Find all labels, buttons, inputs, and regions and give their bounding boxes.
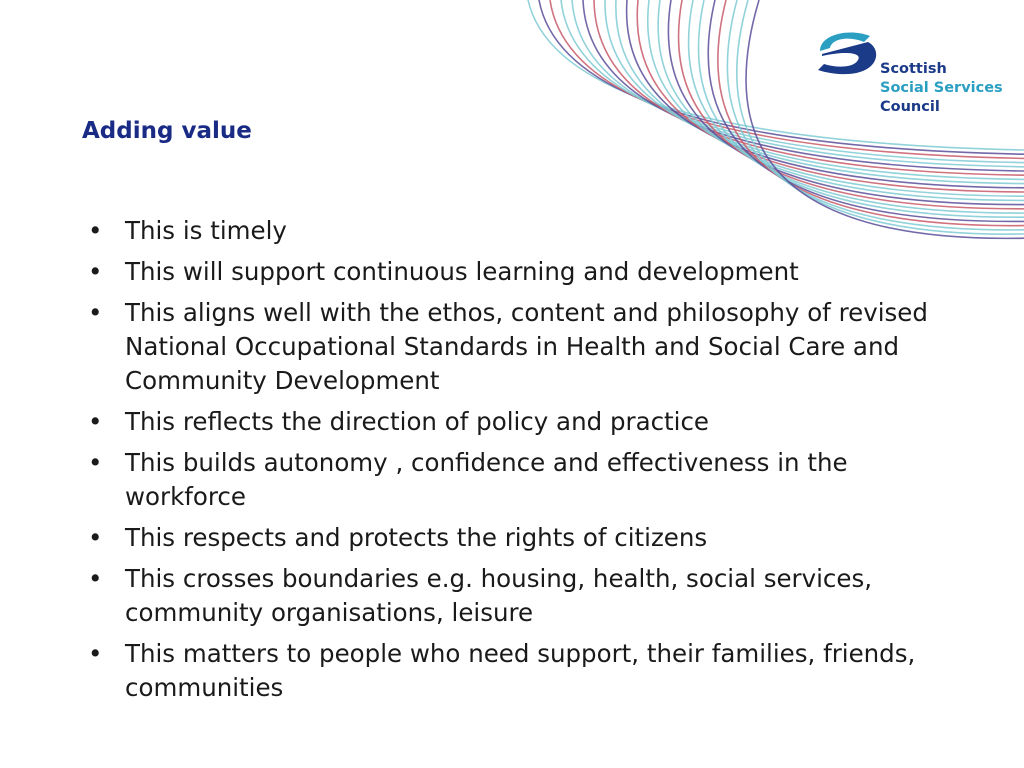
bullet-item (84, 521, 934, 555)
bullet-list (84, 214, 934, 712)
bullet-item (84, 446, 934, 514)
bullet-text: This builds autonomy , confidence and effectiveness in the workforce (125, 448, 848, 511)
bullet-text: This reflects the direction of policy and practice (125, 407, 710, 436)
bullet-dot-icon: • (88, 639, 103, 668)
logo-mark-icon (810, 26, 880, 86)
bullet-dot-icon: • (88, 298, 103, 327)
bullet-item (84, 405, 934, 439)
bullet-item (84, 562, 934, 630)
logo-line-scottish: Scottish (880, 61, 947, 77)
bullet-text: This matters to people who need support, their families, friends, communities (125, 639, 916, 702)
bullet-item (84, 637, 934, 705)
bullet-item (84, 214, 934, 248)
bullet-text: This will support continuous learning and development (125, 257, 799, 286)
bullet-dot-icon: • (88, 564, 103, 593)
organisation-logo (810, 26, 1010, 126)
bullet-dot-icon: • (88, 523, 103, 552)
logo-line-council: Council (880, 99, 940, 115)
logo-line-social-services: Social Services (880, 80, 1003, 96)
bullet-text: This crosses boundaries e.g. housing, health, social services, community organisations, leisure (125, 564, 873, 627)
bullet-dot-icon: • (88, 407, 103, 436)
bullet-dot-icon: • (88, 216, 103, 245)
bullet-item (84, 255, 934, 289)
bullet-text: This is timely (125, 216, 287, 245)
bullet-text: This aligns well with the ethos, content and philosophy of revised National Occupational Standards in Health and Social Care and Community Development (125, 298, 928, 395)
bullet-text: This respects and protects the rights of citizens (125, 523, 708, 552)
bullet-dot-icon: • (88, 448, 103, 477)
bullet-dot-icon: • (88, 257, 103, 286)
bullet-item (84, 296, 934, 398)
logo-text (880, 60, 1003, 117)
slide-title: Adding value (82, 118, 252, 144)
